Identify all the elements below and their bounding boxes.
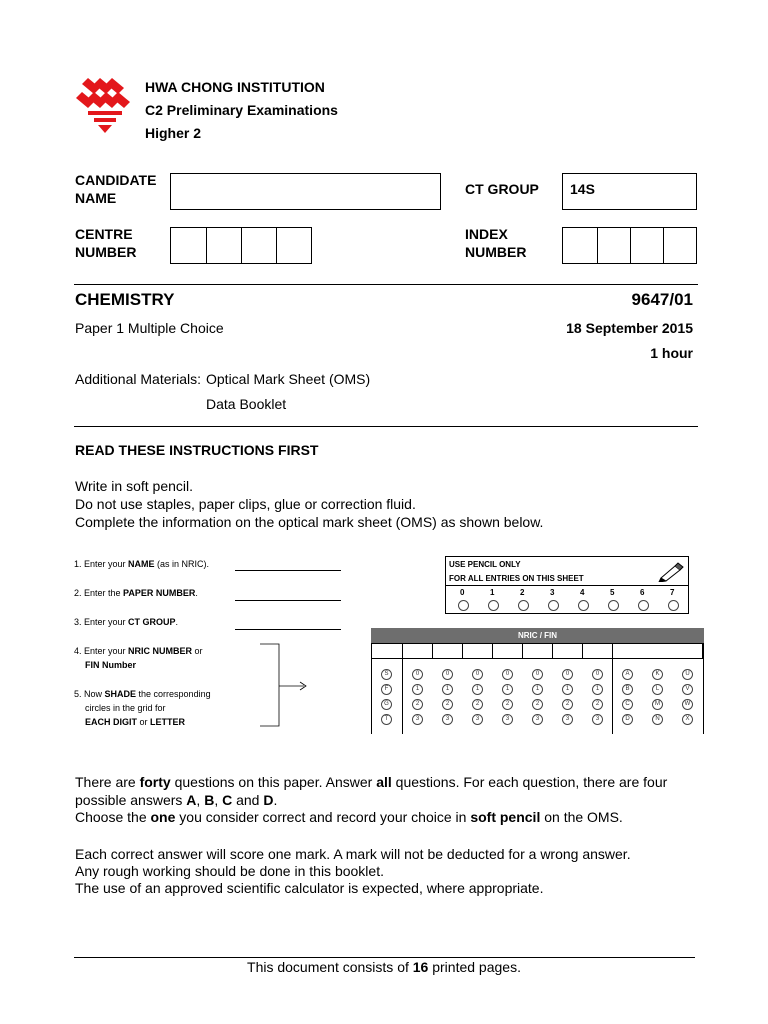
index-number-label: INDEX NUMBER [465,226,527,260]
candidate-name-field[interactable] [170,173,441,210]
bubble-icon[interactable]: G [381,699,392,710]
bubble-icon[interactable]: 3 [442,714,453,725]
bracket-arrow-icon [230,640,312,734]
answer-info-p5: Any rough working should be done in this booklet. [75,863,384,879]
bubble-icon[interactable] [548,600,559,611]
bubble-icon[interactable]: N [652,714,663,725]
bubble-icon[interactable] [518,600,529,611]
bubble-icon[interactable]: V [682,684,693,695]
bubble-icon[interactable]: 1 [592,684,603,695]
bubble-icon[interactable] [488,600,499,611]
ct-group-field[interactable]: 14S [562,173,697,210]
bubble-icon[interactable]: 3 [592,714,603,725]
instruction-line: Do not use staples, paper clips, glue or correction fluid. [75,496,416,512]
bubble-icon[interactable] [668,600,679,611]
institution-logo [74,78,134,134]
paper-number-digit: 2 [520,588,525,597]
oms-step-2: 2. Enter the PAPER NUMBER. [74,588,198,598]
divider [74,426,698,427]
bubble-icon[interactable]: 2 [442,699,453,710]
bubble-icon[interactable]: B [622,684,633,695]
answer-info-p2: possible answers A, B, C and D. [75,792,278,808]
bubble-icon[interactable]: 2 [532,699,543,710]
bubble-icon[interactable]: 0 [502,669,513,680]
bubble-icon[interactable]: 2 [412,699,423,710]
paper-number-digit: 6 [640,588,645,597]
ct-group-label: CT GROUP [465,181,539,197]
bubble-icon[interactable]: 0 [532,669,543,680]
subject-title: CHEMISTRY [75,290,175,309]
oms-nric-grid [371,628,704,734]
bubble-icon[interactable]: L [652,684,663,695]
nric-header: NRIC / FIN [371,628,704,643]
oms-step-1: 1. Enter your NAME (as in NRIC). [74,559,210,569]
answer-info-p6: The use of an approved scientific calculator is expected, where appropriate. [75,880,544,896]
oms-step-4: 4. Enter your NRIC NUMBER or FIN Number [74,646,203,670]
paper-number-digit: 7 [670,588,675,597]
bubble-icon[interactable]: 1 [442,684,453,695]
bubble-icon[interactable]: 2 [592,699,603,710]
bubble-icon[interactable]: F [381,684,392,695]
oms-step-5: 5. Now SHADE the corresponding circles in the grid for EACH DIGIT or LETTER [74,689,211,727]
bubble-icon[interactable]: 3 [502,714,513,725]
paper-code: 9647/01 [631,290,693,309]
exam-level: Higher 2 [145,125,202,141]
bubble-icon[interactable]: X [682,714,693,725]
bubble-icon[interactable]: 0 [592,669,603,680]
bubble-icon[interactable]: M [652,699,663,710]
oms-pencil-box: USE PENCIL ONLY FOR ALL ENTRIES ON THIS SHEET 0 1 2 3 4 5 6 7 [445,556,689,614]
paper-number-digit: 3 [550,588,555,597]
bubble-icon[interactable] [578,600,589,611]
bubble-icon[interactable]: 3 [562,714,573,725]
bubble-icon[interactable] [458,600,469,611]
paper-number-digit: 5 [610,588,615,597]
instructions-heading: READ THESE INSTRUCTIONS FIRST [75,442,319,458]
answer-info-p1: There are forty questions on this paper. Answer all questions. For each question, there are four [75,774,668,790]
instruction-line: Complete the information on the optical mark sheet (OMS) as shown below. [75,514,544,530]
bubble-icon[interactable]: 2 [562,699,573,710]
paper-number-digit: 4 [580,588,585,597]
oms-paper-number-row [446,586,688,614]
material-oms: Optical Mark Sheet (OMS) [206,371,371,387]
paper-number-digit: 1 [490,588,495,597]
bubble-icon[interactable]: 0 [442,669,453,680]
bubble-icon[interactable]: 1 [472,684,483,695]
index-number-field[interactable] [562,227,697,264]
exam-date: 18 September 2015 [566,320,693,336]
bubble-icon[interactable]: S [381,669,392,680]
bubble-icon[interactable]: T [381,714,392,725]
bubble-icon[interactable] [638,600,649,611]
bubble-icon[interactable]: 3 [472,714,483,725]
bubble-icon[interactable]: C [622,699,633,710]
oms-step-3: 3. Enter your CT GROUP. [74,617,179,627]
bubble-icon[interactable]: 3 [532,714,543,725]
exam-duration: 1 hour [650,345,693,361]
instruction-line: Write in soft pencil. [75,478,194,494]
bubble-icon[interactable]: 0 [412,669,423,680]
answer-info-p3: Choose the one you consider correct and record your choice in soft pencil on the OMS. [75,809,623,825]
bubble-icon[interactable]: 0 [472,669,483,680]
pencil-icon [658,562,684,582]
bubble-icon[interactable]: A [622,669,633,680]
bubble-icon[interactable]: U [682,669,693,680]
answer-info-p4: Each correct answer will score one mark. A mark will not be deducted for a wrong answer. [75,846,631,862]
material-data-booklet: Data Booklet [206,396,287,412]
bubble-icon[interactable]: 3 [412,714,423,725]
footer-page-count: This document consists of 16 printed pages. [247,959,521,975]
centre-number-label: CENTRE NUMBER [75,226,137,260]
centre-number-field[interactable] [170,227,312,264]
logo-emblem-icon [74,78,134,134]
bubble-icon[interactable]: 2 [472,699,483,710]
materials-label: Additional Materials: [75,371,202,387]
divider [74,284,698,285]
footer-divider [74,957,695,958]
bubble-icon[interactable]: D [622,714,633,725]
bubble-icon[interactable]: 1 [532,684,543,695]
bubble-icon[interactable]: 1 [502,684,513,695]
bubble-icon[interactable]: K [652,669,663,680]
bubble-icon[interactable]: 2 [502,699,513,710]
bubble-icon[interactable]: 0 [562,669,573,680]
bubble-icon[interactable]: 1 [562,684,573,695]
bubble-icon[interactable] [608,600,619,611]
bubble-icon[interactable]: 1 [412,684,423,695]
paper-title: Paper 1 Multiple Choice [75,320,224,336]
bubble-icon[interactable]: W [682,699,693,710]
exam-name: C2 Preliminary Examinations [145,102,338,118]
institution-name: HWA CHONG INSTITUTION [145,79,325,95]
candidate-label: CANDIDATE NAME [75,172,157,206]
paper-number-digit: 0 [460,588,465,597]
